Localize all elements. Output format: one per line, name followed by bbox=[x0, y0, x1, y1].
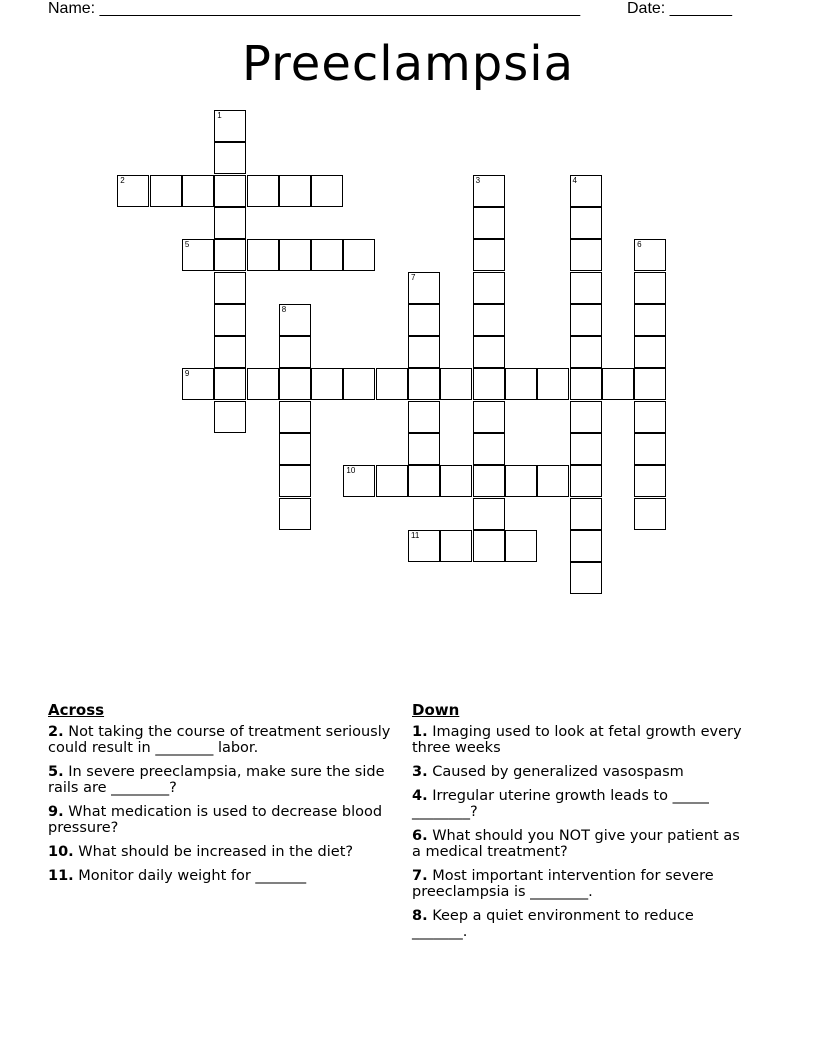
cell-number: 4 bbox=[572, 175, 577, 185]
crossword-cell[interactable] bbox=[214, 304, 246, 336]
crossword-cell[interactable] bbox=[570, 207, 602, 239]
down-clue-7 bbox=[412, 868, 752, 900]
down-clues bbox=[412, 701, 752, 948]
crossword-cell[interactable] bbox=[505, 465, 537, 497]
crossword-cell[interactable] bbox=[570, 304, 602, 336]
crossword-cell[interactable] bbox=[473, 530, 505, 562]
crossword-cell[interactable] bbox=[473, 465, 505, 497]
crossword-cell[interactable] bbox=[570, 239, 602, 271]
crossword-cell[interactable] bbox=[214, 142, 246, 174]
cell-number: 6 bbox=[637, 240, 642, 250]
down-clue-8 bbox=[412, 908, 752, 940]
crossword-cell[interactable] bbox=[279, 433, 311, 465]
crossword-cell[interactable] bbox=[473, 272, 505, 304]
crossword-cell[interactable] bbox=[214, 239, 246, 271]
crossword-cell[interactable] bbox=[279, 304, 311, 336]
down-clue-3 bbox=[412, 764, 752, 780]
crossword-cell[interactable] bbox=[214, 110, 246, 142]
crossword-cell[interactable] bbox=[247, 239, 279, 271]
crossword-cell[interactable] bbox=[634, 239, 666, 271]
cell-number: 9 bbox=[184, 369, 190, 379]
across-clue-9 bbox=[48, 804, 398, 836]
crossword-cell[interactable] bbox=[473, 239, 505, 271]
crossword-cell[interactable] bbox=[214, 272, 246, 304]
down-clue-6 bbox=[412, 828, 752, 860]
clue-text: Caused by generalized vasospasm bbox=[427, 764, 684, 780]
crossword-cell[interactable] bbox=[279, 336, 311, 368]
crossword-cell[interactable] bbox=[634, 498, 666, 530]
crossword-cell[interactable] bbox=[570, 562, 602, 594]
crossword-cell[interactable] bbox=[376, 368, 408, 400]
across-clue-5 bbox=[48, 764, 398, 796]
down-clue-4 bbox=[412, 788, 752, 820]
clue-number: 3. bbox=[412, 764, 428, 780]
crossword-cell[interactable] bbox=[311, 368, 343, 400]
crossword-cell[interactable] bbox=[570, 465, 602, 497]
crossword-cell[interactable] bbox=[182, 368, 214, 400]
crossword-cell[interactable] bbox=[408, 336, 440, 368]
clue-number: 9. bbox=[48, 804, 64, 820]
clue-text: What should be increased in the diet? bbox=[73, 844, 354, 860]
cell-number: 5 bbox=[184, 240, 190, 250]
crossword-cell[interactable] bbox=[634, 336, 666, 368]
clue-text: In severe preeclampsia, make sure the side rails are ________? bbox=[48, 764, 385, 796]
across-heading: Across bbox=[48, 701, 105, 719]
crossword-cell[interactable] bbox=[182, 175, 214, 207]
crossword-cell[interactable] bbox=[214, 336, 246, 368]
crossword-cell[interactable] bbox=[343, 465, 375, 497]
crossword-cell[interactable] bbox=[634, 433, 666, 465]
crossword-cell[interactable] bbox=[634, 304, 666, 336]
clue-text: Most important intervention for severe preeclampsia is ________. bbox=[412, 868, 714, 900]
cell-number: 10 bbox=[346, 466, 356, 476]
across-clue-2 bbox=[48, 724, 398, 756]
crossword-cell[interactable] bbox=[343, 239, 375, 271]
crossword-cell[interactable] bbox=[214, 175, 246, 207]
clue-number: 6. bbox=[412, 828, 428, 844]
crossword-cell[interactable] bbox=[182, 239, 214, 271]
crossword-cell[interactable] bbox=[570, 368, 602, 400]
cell-number: 1 bbox=[217, 111, 222, 120]
crossword-cell[interactable] bbox=[214, 207, 246, 239]
clue-number: 5. bbox=[48, 764, 64, 780]
clue-number: 11. bbox=[48, 868, 74, 884]
crossword-cell[interactable] bbox=[311, 175, 343, 207]
crossword-cell[interactable] bbox=[570, 498, 602, 530]
page-title: Preeclampsia bbox=[242, 36, 574, 92]
clue-text: Irregular uterine growth leads to _____ ________? bbox=[412, 788, 709, 820]
clue-number: 7. bbox=[412, 868, 428, 884]
date-field-label: Date: _______ bbox=[627, 0, 732, 17]
across-clue-11 bbox=[48, 868, 398, 884]
crossword-cell[interactable] bbox=[440, 530, 472, 562]
crossword-cell[interactable] bbox=[537, 368, 569, 400]
crossword-cell[interactable] bbox=[473, 498, 505, 530]
crossword-cell[interactable] bbox=[408, 368, 440, 400]
crossword-cell[interactable] bbox=[505, 530, 537, 562]
crossword-cell[interactable] bbox=[376, 465, 408, 497]
clue-number: 8. bbox=[412, 908, 428, 924]
crossword-cell[interactable] bbox=[279, 175, 311, 207]
clue-text: Imaging used to look at fetal growth every three weeks bbox=[412, 724, 742, 756]
crossword-cell[interactable] bbox=[570, 530, 602, 562]
down-clue-1 bbox=[412, 724, 752, 756]
clue-number: 4. bbox=[412, 788, 428, 804]
crossword-cell[interactable] bbox=[150, 175, 182, 207]
cell-number: 8 bbox=[281, 304, 287, 314]
crossword-cell[interactable] bbox=[570, 272, 602, 304]
crossword-cell[interactable] bbox=[537, 465, 569, 497]
crossword-cell[interactable] bbox=[473, 336, 505, 368]
crossword-cell[interactable] bbox=[343, 368, 375, 400]
crossword-cell[interactable] bbox=[570, 336, 602, 368]
crossword-cell[interactable] bbox=[408, 304, 440, 336]
clue-text: What medication is used to decrease blood pressure? bbox=[48, 804, 383, 836]
crossword-cell[interactable] bbox=[570, 401, 602, 433]
crossword-cell[interactable] bbox=[602, 368, 634, 400]
crossword-cell[interactable] bbox=[505, 368, 537, 400]
crossword-cell[interactable] bbox=[570, 175, 602, 207]
crossword-cell[interactable] bbox=[279, 401, 311, 433]
crossword-cell[interactable] bbox=[408, 272, 440, 304]
clue-text: Monitor daily weight for _______ bbox=[73, 868, 307, 884]
crossword-cell[interactable] bbox=[279, 498, 311, 530]
crossword-cell[interactable] bbox=[634, 368, 666, 400]
crossword-cell[interactable] bbox=[570, 433, 602, 465]
cell-number: 3 bbox=[475, 175, 481, 185]
crossword-cell[interactable] bbox=[214, 368, 246, 400]
crossword-cell[interactable] bbox=[247, 368, 279, 400]
crossword-cell[interactable] bbox=[408, 465, 440, 497]
across-clues bbox=[48, 701, 398, 892]
crossword-cell[interactable] bbox=[440, 465, 472, 497]
clue-text: Not taking the course of treatment seriously could result in ________ labor. bbox=[48, 724, 391, 756]
crossword-cell[interactable] bbox=[279, 465, 311, 497]
crossword-cell[interactable] bbox=[408, 401, 440, 433]
crossword-cell[interactable] bbox=[473, 368, 505, 400]
crossword-cell[interactable] bbox=[473, 304, 505, 336]
crossword-cell[interactable] bbox=[117, 175, 149, 207]
cell-number: 2 bbox=[120, 175, 125, 185]
clue-text: What should you NOT give your patient as a medical treatment? bbox=[412, 828, 740, 860]
crossword-cell[interactable] bbox=[440, 368, 472, 400]
crossword-cell[interactable] bbox=[214, 401, 246, 433]
cell-number: 7 bbox=[411, 272, 416, 282]
across-clue-10 bbox=[48, 844, 398, 860]
crossword-cell[interactable] bbox=[634, 465, 666, 497]
cell-number: 11 bbox=[411, 530, 420, 540]
crossword-cell[interactable] bbox=[634, 401, 666, 433]
clue-number: 10. bbox=[48, 844, 74, 860]
crossword-cell[interactable] bbox=[279, 368, 311, 400]
down-heading: Down bbox=[412, 701, 460, 719]
crossword-cell[interactable] bbox=[408, 530, 440, 562]
crossword-cell[interactable] bbox=[473, 207, 505, 239]
crossword-cell[interactable] bbox=[473, 433, 505, 465]
clue-number: 2. bbox=[48, 724, 64, 740]
crossword-cell[interactable] bbox=[311, 239, 343, 271]
crossword-cell[interactable] bbox=[279, 239, 311, 271]
clue-text: Keep a quiet environment to reduce _______. bbox=[412, 908, 694, 940]
crossword-cell[interactable] bbox=[473, 401, 505, 433]
crossword-cell[interactable] bbox=[247, 175, 279, 207]
crossword-cell[interactable] bbox=[408, 433, 440, 465]
name-field-label: Name: ______________________________________________________ bbox=[48, 0, 581, 17]
crossword-cell[interactable] bbox=[634, 272, 666, 304]
crossword-cell[interactable] bbox=[473, 175, 505, 207]
clue-number: 1. bbox=[412, 724, 428, 740]
